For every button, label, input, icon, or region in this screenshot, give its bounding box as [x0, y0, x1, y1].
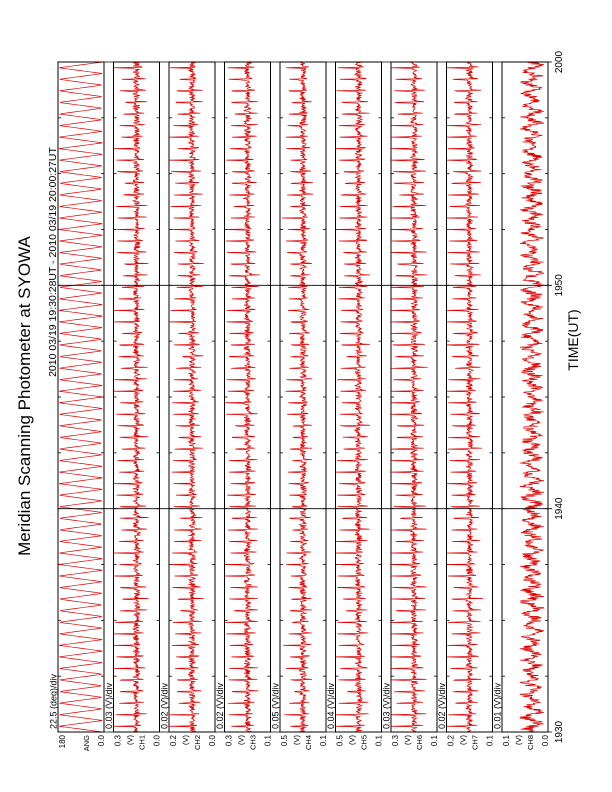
- ytick-bottom: 0.1: [374, 735, 384, 747]
- x-tick-label: 2000: [554, 50, 565, 74]
- trace-ch1: [114, 62, 149, 732]
- ytick-top: 0.1: [502, 735, 511, 747]
- channel-label: CH7: [470, 735, 480, 751]
- trace-ch8: [520, 62, 544, 732]
- ytick-bottom: 0.1: [485, 735, 495, 747]
- ytick-bottom: 0.0: [97, 735, 106, 747]
- scale-label: 0.01 (V)/div: [492, 682, 503, 729]
- scale-label: 0.02 (V)/div: [159, 682, 170, 729]
- scale-label: 0.02 (V)/div: [437, 682, 447, 729]
- scale-label: 0.02 (V)/div: [215, 682, 225, 729]
- ytick-bottom: 0.1: [263, 735, 273, 747]
- trace-ch4: [282, 62, 313, 732]
- x-tick-label: 1940: [554, 497, 565, 520]
- unit-label: (V): [236, 735, 246, 745]
- trace-ch5: [336, 62, 370, 732]
- scale-label: 0.05 (V)/div: [270, 682, 281, 729]
- unit-label: (V): [514, 735, 523, 745]
- ytick-top: 0.3: [391, 735, 400, 747]
- ytick-top: 0.5: [280, 735, 289, 747]
- x-tick-label: 1930: [554, 720, 565, 744]
- channel-label: CH6: [415, 735, 424, 751]
- channel-label: CH3: [248, 735, 258, 751]
- trace-ch6: [391, 62, 427, 732]
- scale-label: 22.5 (deg)/div: [48, 673, 59, 729]
- trace-ch2: [169, 62, 203, 732]
- ytick-bottom: 0.1: [430, 735, 439, 747]
- unit-label: (V): [292, 735, 301, 745]
- unit-label: (V): [347, 735, 357, 745]
- ytick-top: 0.2: [169, 735, 178, 747]
- panel-frame-ang: [58, 62, 104, 732]
- trace-ch7: [447, 62, 483, 732]
- figure-subtitle: 2010 03/19 19:30:28UT - 2010 03/19 20:00:27UT: [47, 147, 59, 377]
- channel-label: CH8: [526, 735, 535, 751]
- scale-label: 0.03 (V)/div: [381, 682, 392, 729]
- unit-label: (V): [181, 735, 190, 745]
- ytick-bottom: 0.0: [541, 735, 550, 747]
- ytick-bottom: 0.0: [208, 735, 217, 747]
- ytick-top: 0.3: [113, 735, 123, 747]
- channel-label: CH2: [193, 735, 202, 751]
- ytick-top: 0.5: [335, 735, 345, 747]
- scale-label: 0.03 (V)/div: [104, 682, 114, 729]
- ytick-bottom: 0.0: [152, 735, 162, 747]
- panels: [49, 50, 566, 751]
- trace-ang: [59, 62, 103, 732]
- x-axis-label: TIME(UT): [565, 309, 581, 371]
- figure-title: Meridian Scanning Photometer at SYOWA: [15, 236, 34, 556]
- unit-label: (V): [458, 735, 468, 745]
- channel-label: CH4: [304, 735, 313, 751]
- unit-label: (V): [403, 735, 412, 745]
- ytick-bottom: 0.1: [319, 735, 328, 747]
- channel-label: CH5: [359, 735, 369, 751]
- ytick-top: 0.3: [224, 735, 234, 747]
- scale-label: 0.04 (V)/div: [326, 682, 336, 729]
- trace-ch3: [225, 62, 260, 732]
- ytick-top: 0.2: [446, 735, 456, 747]
- unit-label: (V): [125, 735, 135, 745]
- channel-label: CH1: [137, 735, 147, 751]
- x-tick-label: 1950: [554, 274, 565, 297]
- channel-label: ANG: [82, 735, 91, 752]
- ytick-top: 180: [58, 735, 67, 749]
